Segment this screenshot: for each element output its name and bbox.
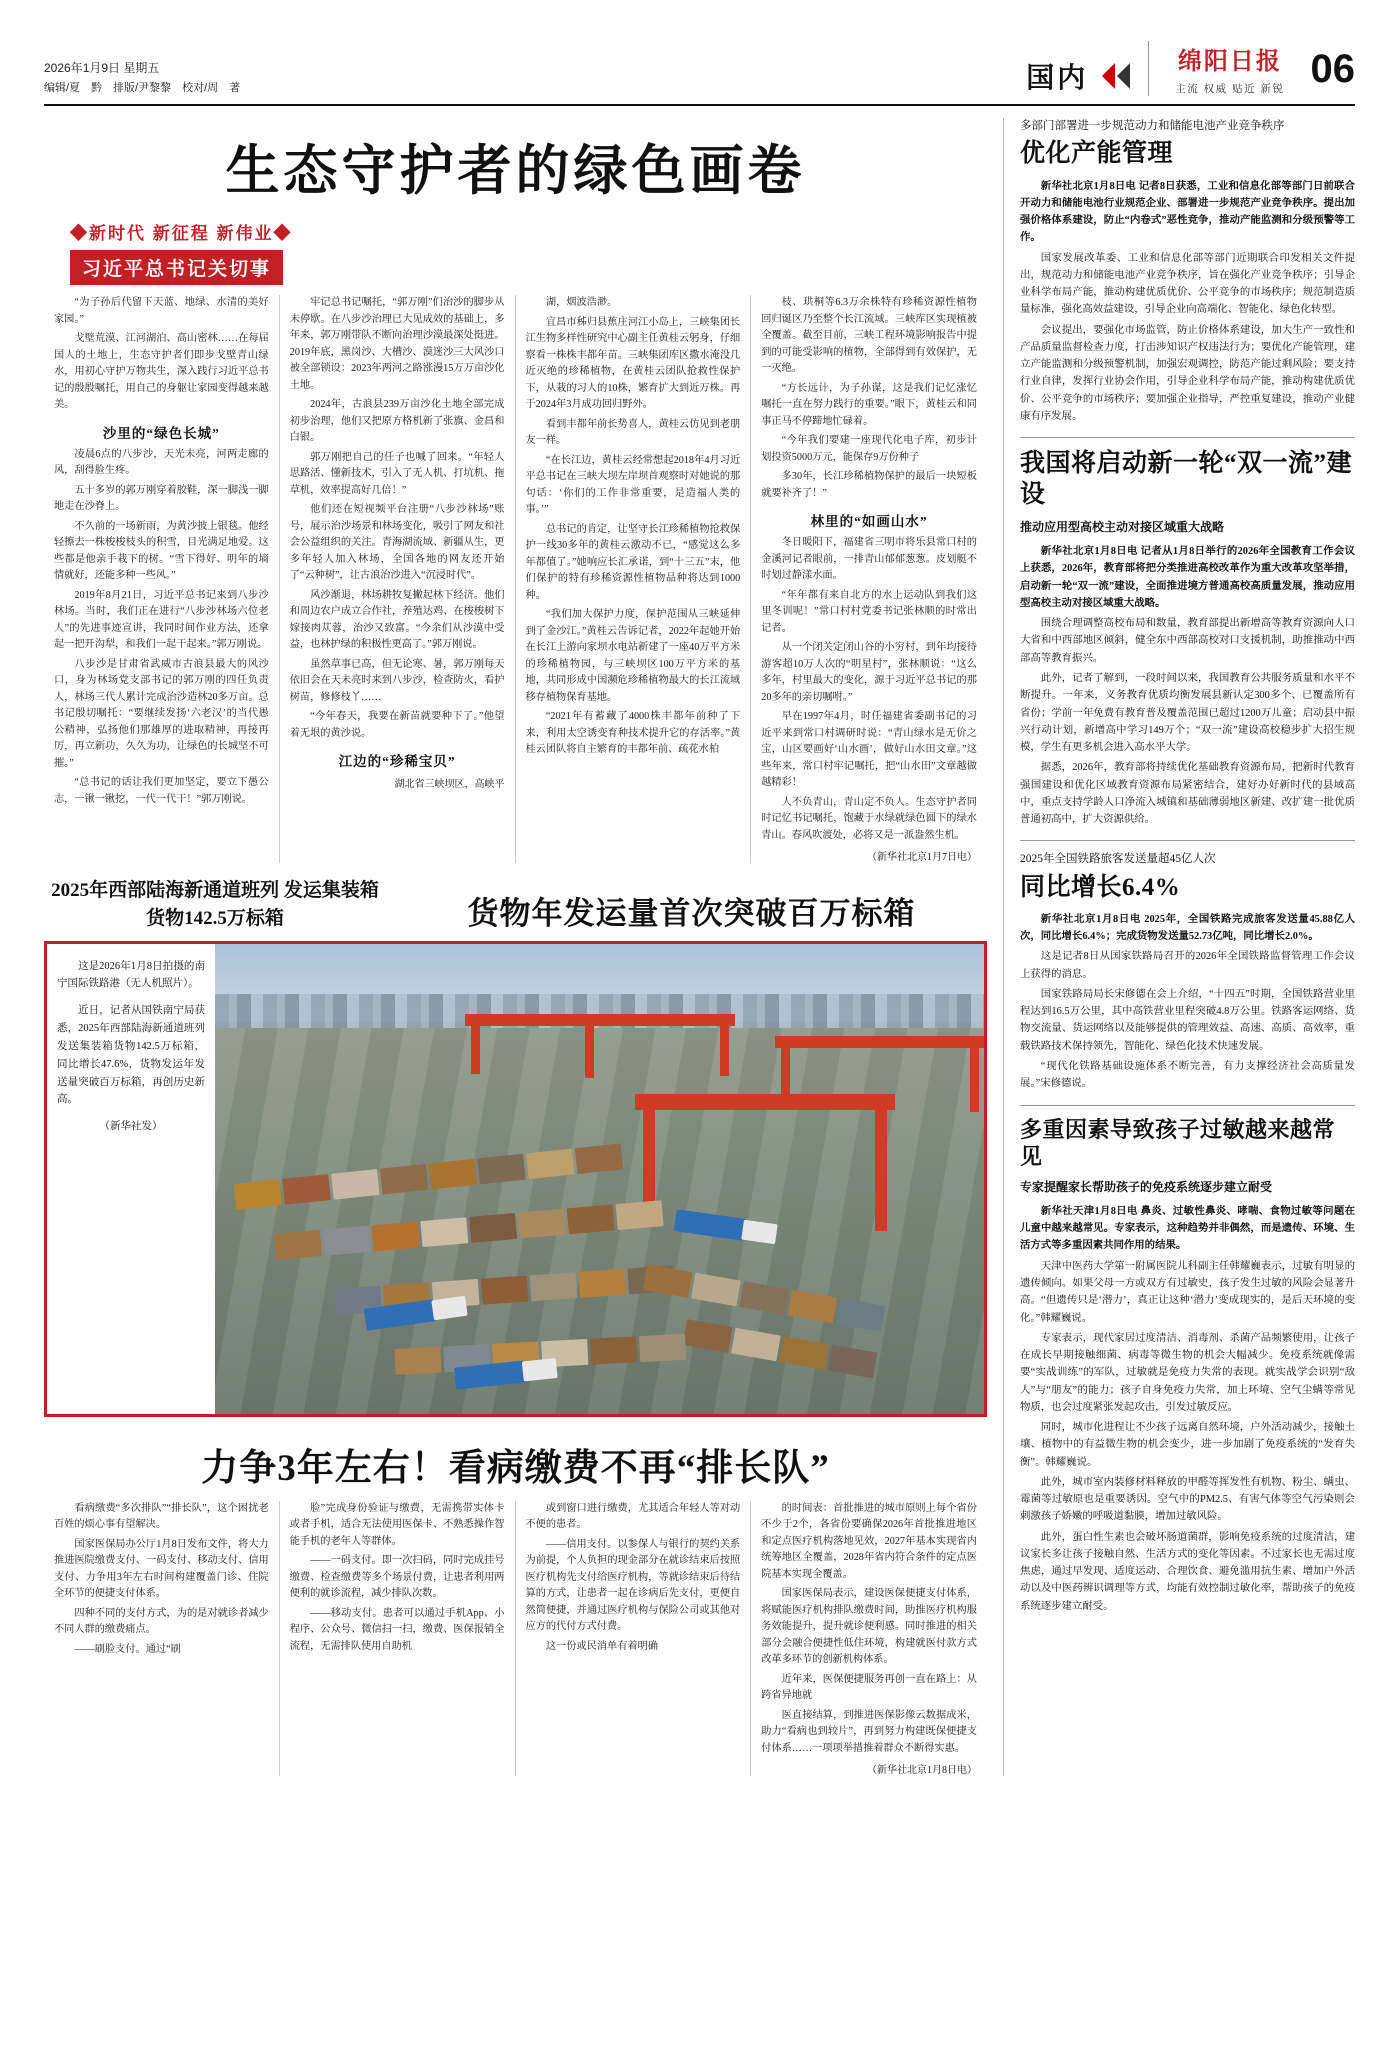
article-shoulder: 多部门部署进一步规范动力和储能电池产业竞争秩序 <box>1020 120 1285 132</box>
paragraph: 2019年8月21日，习近平总书记来到八步沙林场。当时，我们正在进行“八步沙林场六位老人”的先进事迹宣讲，我同时间作业方法，还拿起一把开沟犁，和我们一起干起来。”郭万刚说。 <box>54 589 269 651</box>
paragraph: “年年都有来自北方的水上运动队到我们这里冬训呢！”常口村村党委书记张林顺的时常出记者。 <box>761 589 977 634</box>
paragraph: 从一个闭关定闭山谷的小穷村，到年均接待游客超10万人次的“明星村”，张林顺说：“这么多年，村里最大的变化，源于习近平总书记的那20多年的亲切嘱咐。” <box>761 642 977 703</box>
paragraph: 新华社天津1月8日电 鼻炎、过敏性鼻炎、哮喘、食物过敏等问题在儿童中越来越常见。专家表示，这种趋势并非偶然，而是遗传、环境、生活方式等多重因素共同作用的结果。 <box>1020 1205 1355 1252</box>
page-number: 06 <box>1310 46 1355 91</box>
paragraph: 国家医保局办公厅1月8日发布文件，将大力推进医院缴费支付、一码支付、移动支付、信用支付、力争用3年左右时间构建覆盖门诊、住院全环节的便捷支付体系。 <box>54 1538 269 1600</box>
subhead: 林里的“如画山水” <box>810 514 928 530</box>
paragraph: 国家铁路局局长宋修德在会上介绍，“十四五”时期，全国铁路营业里程达到16.5万公里，其中高铁营业里程突破4.8万公里。铁路客运网络、货物交流量、货运网络以及能够提供的管理效益、高速、高质、高效率，重载铁路技术保持领先，智能化、绿色化技术快速发展。 <box>1020 988 1355 1052</box>
paragraph: 这是记者8日从国家铁路局召开的2026年全国铁路监督管理工作会议上获得的消息。 <box>1020 951 1355 980</box>
paragraph: 人不负青山，青山定不负人。生态守护者同时记忆书记嘱托，饱藏于水绿就绿色圆下的绿水青山。春风吹渡处，必将又是一派盎然生机。 <box>761 796 977 841</box>
paragraph: 五十多岁的郭万刚穿着胶鞋，深一脚浅一脚地走在沙脊上。 <box>54 484 269 513</box>
section-divider <box>1020 1105 1355 1106</box>
caption-paragraph: 近日，记者从国铁南宁局获悉，2025年西部陆海新通道班列发送集装箱货物142.5万标箱，同比增长47.6%，货物发运年发送量突破百万标箱，再创历史新高。 <box>57 1005 205 1106</box>
sidebar-article-2 <box>1020 448 1355 828</box>
paragraph: 风沙渐退，林场耕牧复撇起林下经济。他们和周边农户成立合作社，养殖达鸡、在梭梭树下嫁接肉苁蓉，治沙又致富。“今余们从沙漠中受益，也林护绿的积极性更高了。”郭万刚说。 <box>289 589 505 651</box>
chevron-left-icon <box>1102 63 1130 89</box>
bottom-column-3 <box>516 1501 752 1777</box>
paragraph: 新华社北京1月8日电 记者从1月8日举行的2026年全国教育工作会议上获悉，2026年，教育部将把分类推进高校改革作为重大改革攻坚举措，启动新一轮“双一流”建设，全面推进境方普通高校高质量发展，推动应用型高校主动对接区域重大战略。 <box>1020 546 1355 609</box>
paragraph: “在长江边，黄桂云经常想起2018年4月习近平总书记在三峡大坝左岸坝首观察时对她说的那句话：‘你们的工作非常重要，是造福人类的事。’” <box>525 454 741 516</box>
paragraph: ——一码支付。即一次扫码，同时完成挂号缴费、检查缴费等多个场景付费，让患者利用两便利的就诊流程，减少排队次数。 <box>289 1555 505 1600</box>
paragraph: “今年春天，我要在新苗就要种下了。”他望着无垠的黄沙说。 <box>289 711 505 739</box>
paragraph: 此外，记者了解到，一段时间以来，我国教育公共服务质量和水平不断提升。一年来，义务教育优质均衡发展县新认定300多个、已覆盖所有省份；学前一年免费有教育普及覆盖范围已超过1200万儿童；启动县中振兴行动计划，新增高中学习149万个；“双一流”建设高校稳步扩大招生规模，学生有更多机会进入高水平大学。 <box>1020 672 1355 754</box>
paragraph: 国家医保局表示，建设医保便捷支付体系，将赋能医疗机构排队缴费时间，助推医疗机构服务效能提升，提升就诊便利感。同时推进的相关部分会融合便捷性低住环境，构建就医付款方式改革多环节的创新机构体系。 <box>761 1588 977 1666</box>
news-agency-credit: （新华社北京1月8日电） <box>867 1765 977 1777</box>
rail-port-photo <box>215 944 984 1414</box>
caption-source: （新华社发） <box>99 1121 163 1133</box>
feature-column-4 <box>751 295 987 863</box>
feature-series-badge: 习近平总书记关切事 <box>70 250 283 285</box>
feature-kicker-row <box>44 219 987 285</box>
article-headline: 多重因素导致孩子过敏越来越常见 <box>1020 1116 1336 1170</box>
paragraph: 多30年，长江珍稀植物保护的最后一块短板就要补齐了！” <box>761 471 977 499</box>
paragraph: 郭万刚把自己的任子也喊了回来。“年轻人思路活、懂新技术，引入了无人机、打坑机、拖草机，效率提高好几倍！” <box>289 451 505 496</box>
section-divider <box>1020 840 1355 841</box>
paragraph: 枝、珙桐等6.3万余株特有珍稀资源性植物回归诞区乃至整个长江流域。三峡库区实现植被全覆盖。截至目前，三峡工程环境影响报告中提到的可能受影响的植物，全部得到有效保护，无一灭绝。 <box>761 297 977 375</box>
article-body <box>1020 911 1355 1093</box>
gantry-crane-icon <box>465 1014 735 1026</box>
sidebar-article-3 <box>1020 851 1355 1092</box>
paragraph: 或到窗口进行缴费，尤其适合年轻人等对动不便的患者。 <box>525 1502 741 1531</box>
container-row <box>234 1129 754 1209</box>
photo-main-headline: 货物年发运量首次突破百万标箱 <box>467 895 916 931</box>
paragraph: “现代化铁路基础设施体系不断完善，有力支撑经济社会高质量发展。”宋修德说。 <box>1020 1060 1355 1090</box>
paragraph: ——信用支付。以参保人与银行的契约关系为前提，个人负担的现金部分在就诊结束后按照医疗机构先支付给医疗机构，等就诊结束后待结算的方式，让患者一起在诊病后先支付，更便自然简便捷，并通过医疗机构与保险公司或其他对应方的代付方式付费。 <box>525 1538 741 1633</box>
photo-frame <box>44 941 987 1417</box>
photo-caption <box>47 944 215 1414</box>
paragraph: 近年来，医保便捷服务再创一直在路上：从跨省异地就 <box>761 1673 977 1702</box>
feature-column-3 <box>516 295 752 863</box>
article-subheadline: 推动应用型高校主动对接区域重大战略 <box>1020 519 1225 534</box>
paragraph: “总书记的话让我们更加坚定，要立下愚公志，一锹一锹挖，一代一代干！”郭万刚说。 <box>54 777 269 805</box>
paragraph: “今年我们要建一座现代化电子库，初步计划投资5000万元，能保存9万份种子 <box>761 435 977 463</box>
article-body <box>1020 543 1355 828</box>
masthead-publication-info <box>44 59 240 97</box>
paragraph: 他们还在短视频平台注册“八步沙林场”账号，展示治沙场景和林场变化，吸引了网友和社会公益组织的关注。青海湖流域、新疆从生，更多年轻人加入林场，全国各地的网友还开始了“云种树”，让古浪治沙进入“沉浸时代”。 <box>289 504 505 582</box>
section-name: 国内 <box>1026 62 1089 93</box>
paragraph: 八步沙是甘肃省武威市古浪县最大的风沙口，身为林场党支部书记的郭万刚的四任负责人，林场三代人累计完成治沙造林20多万亩。总书记殷切嘱托：“要继续发扬‘六老汉’的当代愚公精神，弘扬他们那雄厚的进取精神，再接再厉，再立新功，久久为功，让绿色的长城坚不可摧。” <box>54 658 269 769</box>
paragraph: 新华社北京1月8日电 2025年，全国铁路完成旅客发送量45.88亿人次，同比增长6.4%；完成货物发送量52.73亿吨，同比增长2.0%。 <box>1020 913 1355 943</box>
paragraph: “2021年有蓄藏了4000株丰都年前种了下来，利用太空诱变育种技术提升它的存活率。”黄桂云团队将自主繁育的丰都年前、疏花水柏 <box>525 711 741 756</box>
paragraph: 新华社北京1月8日电 记者8日获悉，工业和信息化部等部门日前联合开动力和储能电池行业规范企业、部署进一步规范产业竞争秩序。提出加强价格体系建设，防止“内卷式”恶性竞争，推动产能监测和分级预警等工作。 <box>1020 180 1355 244</box>
staff-credits: 编辑/夏 黔 排版/尹黎黎 校对/周 著 <box>44 81 241 94</box>
paragraph: 冬日暖阳下，福建省三明市将乐县常口村的金溪河记者眼前，一排青山郁郁葱葱。皮划艇不时划过静漾水面。 <box>761 537 977 582</box>
paper-name: 绵阳日报 <box>1177 49 1282 75</box>
section-divider <box>1020 437 1355 438</box>
masthead-divider <box>44 104 1355 106</box>
feature-kicker: ◆新时代 新征程 新伟业◆ <box>70 224 293 243</box>
paragraph: “我们加大保护力度，保护范围从三峡延伸到了金沙江。”黄桂云告诉记者，2022年起她开始在长江上游向家坝水电站新建了一座40万平方米的珍稀植物园，与三峡坝区100万平方米的基地，共同形成中国濒危珍稀植物最大的长江流域移存植物保育基地。 <box>525 609 741 703</box>
paragraph: 据悉，2026年，教育部将持续优化基础教育资源布局，把新时代教育强国建设和优化区域教育资源布局紧密结合，建好办好新时代的县域高中，重点支持学龄人口净流入城镇和基础薄弱地区新建、改扩建一批优质普通初高中，扩大资源供给。 <box>1020 762 1355 826</box>
paragraph: 医直接结算，到推进医保影像云数据成米，助力“看病也到较片”，再到努力构建既保便捷支付体系……一项项举措推着群众不断得实惠。 <box>761 1709 977 1754</box>
feature-headline: 生态守护者的绿色画卷 <box>225 141 806 201</box>
article-subheadline: 专家提醒家长帮助孩子的免疫系统逐步建立耐受 <box>1020 1179 1273 1194</box>
paragraph: 的时间表：首批推进的城市原则上每个省份不少于2个，各省份要确保2026年首批推进地区和定点医疗机构落地见效，2027年基本实现省内统筹地区全覆盖，2028年省内符合条件的定点医院基本实现全覆盖。 <box>761 1502 977 1580</box>
bottom-article-headline: 力争3年左右！看病缴费不再“排长队” <box>201 1447 830 1489</box>
paragraph: 早在1997年4月，时任福建省委副书记的习近平来到常口村调研时说：“青山绿水是无价之宝，山区要画好‘山水画’，做好山水田文章。”这些年来，常口村牢记嘱托，把“山水田”文章越做越精彩！ <box>761 711 977 789</box>
paragraph: “方长远计，为子孙谋，这是我们记忆涨忆嘱托一直在努力践行的重要。”眼下，黄桂云和同事正马不停蹄地忙碌着。 <box>761 382 977 427</box>
paragraph: 此外，城市室内装修材料释放的甲醛等挥发性有机物、粉尘、螨虫、霉菌等过敏原也是重要诱因。空气中的PM2.5、有害气体等空气污染则会刺激孩子娇嫩的呼吸道黏膜，增加过敏风险。 <box>1020 1476 1355 1523</box>
article-shoulder: 2025年全国铁路旅客发送量超45亿人次 <box>1020 853 1216 866</box>
paragraph: 这一份或民消单有着明确 <box>545 1640 658 1652</box>
sidebar-article-1 <box>1020 118 1355 425</box>
photo-package <box>44 877 987 1416</box>
feature-text-columns <box>44 295 987 863</box>
paper-slogan: 主流 权威 贴近 新锐 <box>1175 83 1285 95</box>
paragraph: 国家发展改革委、工业和信息化部等部门近期联合印发相关文件提出，规范动力和储能电池产业竞争秩序，旨在强化产业竞争秩序；引导企业科学布局产能，推动构建优质优价、公平竞争的市场秩序；规范制造质量标准，强化高效益建设，引导企业向高端化、智能化、绿色化转型。 <box>1020 252 1355 316</box>
section-header <box>240 56 1148 96</box>
article-headline: 同比增长6.4% <box>1020 873 1181 901</box>
subhead: 江边的“珍稀宝贝” <box>338 754 456 770</box>
bottom-article-columns <box>44 1501 987 1777</box>
photo-headlines <box>44 877 987 940</box>
paragraph: 同时，城市化进程让不少孩子远离自然环境，户外活动减少，接触土壤、植物中的有益微生物的机会变少，进一步加剧了免疫系统的“发育失衡”。韩耀巍说。 <box>1020 1422 1355 1468</box>
masthead <box>44 0 1355 96</box>
feature-column-2 <box>280 295 516 863</box>
paragraph: 围绕合理调整高校布局和数量，教育部提出新增高等教育资源向人口大省和中西部地区倾斜，健全东中西部高校对口支援机制，助推推动中西部高等教育振兴。 <box>1020 618 1355 664</box>
sidebar-column <box>1004 118 1355 1776</box>
photo-subheadline: 2025年西部陆海新通道班列 发运集装箱货物142.5万标箱 <box>51 880 379 930</box>
paragraph: 此外，蛋白性生素也会破坏肠道菌群，影响免疫系统的过度清洁，建议家长多让孩子接触自然、生活方式的变化等因素。不过家长也无需过度焦虑，通过早发现、适度运动、合理饮食、避免滥用抗生素、增加户外活动以及中医药辨识调理等方式，均能有效控制过敏化率，帮助孩子的免疫系统逐步建立耐受。 <box>1020 1531 1355 1612</box>
feature-column-1 <box>44 295 280 863</box>
subhead: 沙里的“绿色长城” <box>102 425 220 441</box>
article-body <box>1020 178 1355 426</box>
paragraph: 会议提出，要强化市场监管，防止价格体系建设，加大生产一致性和产品质量监督检查力度，打击涉知识产权违法行为；要优化产能管理，建立产能监测和分级预警机制，加强宏观调控，防范产能过剩风险；要支持行业自律，发挥行业协会作用，引导企业科学布局产能，推动构建优质优价、公平竞争的市场秩序；要加强企业指导，严控重复建设，推动产业健康有序发展。 <box>1020 324 1355 422</box>
paragraph: 2024年，古浪县239万亩沙化土地全部完成初步治理，他们又把原方格机新了张旗、金昌和白银。 <box>289 399 505 444</box>
gantry-crane-icon <box>775 1036 984 1048</box>
news-agency-credit: （新华社北京1月7日电） <box>867 852 977 864</box>
paragraph: “为子孙后代留下天蓝、地绿、水清的美好家园。” <box>54 297 269 325</box>
sidebar-article-4 <box>1020 1116 1355 1616</box>
caption-paragraph: 这是2026年1月8日拍摄的南宁国际铁路港（无人机照片）。 <box>57 960 205 990</box>
paragraph: ——刷脸支付。通过“刷 <box>74 1643 181 1655</box>
photo-credit: 湖北省三峡坝区，高峡平 <box>394 779 505 791</box>
bottom-column-2 <box>280 1501 516 1777</box>
paragraph: 看病缴费“多次排队”“排长队”，这个困扰老百姓的烦心事有望解决。 <box>54 1502 269 1531</box>
paragraph: 凌晨6点的八步沙，天光未亮，河两走廊的风，刮得脸生疼。 <box>54 448 269 477</box>
paragraph: 专家表示，现代家居过度清洁、消毒剂、杀菌产品频繁使用，让孩子在成长早期接触细菌、病毒等微生物的机会大幅减少。免疫系统就像需要“实战训练”的军队，过敏就是免疫力失常的表现。就实战学会识别“敌人”与“朋友”的能力；孩子自身免疫力失常，加上环境、空气尘螨等常见物质，也会过度紧张发起攻击，引发过敏反应。 <box>1020 1332 1355 1413</box>
paragraph: 不久前的一场新雨，为黄沙披上银毯。他经轻擦去一株梭梭枝头的积雪，目光满足地爱。这些都是他亲手栽下的树。“雪下得好、明年的墒情就好，还能多种一些风。” <box>54 520 269 582</box>
paragraph: 看到丰都年前长势喜人，黄桂云仿见到老朋友一样。 <box>525 418 741 447</box>
paragraph: 总书记的肯定，让坚守长江珍稀植物抢救保护一线30多年的黄桂云激动不已，“感觉这么多年都值了。”她响应长汇承诺，到“十三五”末，他们保护的特有珍稀资源性植物品种将达到1000种。 <box>525 523 741 601</box>
paper-brand <box>1175 41 1284 96</box>
paragraph: 牢记总书记嘱托，“郭万刚”们治沙的脚步从未停歇。在八步沙治理已大见成效的基础上，多年来，郭万刚带队不断向治理沙漠最深处挺进。2019年底，黑岗沙、大槽沙、漠迷沙三大风沙口被全部锁设：2023年两河之路涨漫15万万亩沙化土地。 <box>289 297 505 391</box>
paragraph: 脸”完成身份验证与缴费，无需携带实体卡或者手机，适合无法使用医保卡、不熟悉操作智能手机的老年人等群体。 <box>289 1502 505 1547</box>
paragraph: 戈壁荒漠、江河湖泊、高山密林……在每届国人的土地上，生态守护者们即步戈壁青山绿水，用初心守护万物共生，深入践行习近平总书记的殷殷嘱托，用自己的身躯让家园变得越来越美。 <box>54 333 269 411</box>
article-headline: 我国将启动新一轮“双一流”建设 <box>1020 450 1353 509</box>
paragraph: 虽然草事已高，但无论寒、暑，郭万刚每天依旧会在天未亮时来到八步沙，检查防火，看护树苗，修修枝丫…… <box>289 658 505 703</box>
paragraph: 天津中医药大学第一附属医院儿科副主任韩耀巍表示，过敏有明显的遗传倾向。如果父母一方或双方有过敏史，孩子发生过敏的风险会显著升高。“但遗传只是‘潜力’，真正让这种‘潜力’变成现实的，是后天环境的变化。”韩耀巍说。 <box>1020 1260 1355 1324</box>
paragraph: 四种不同的支付方式，为的是对就诊者减少不同人群的缴费痛点。 <box>54 1607 269 1636</box>
bottom-column-4 <box>751 1501 987 1777</box>
article-body <box>1020 1203 1355 1615</box>
bottom-column-1 <box>44 1501 280 1777</box>
page-body <box>44 118 1355 1776</box>
paragraph: ——移动支付。患者可以通过手机App、小程序、公众号、微信扫一扫，缴费、医保报销全流程，无需排队使用自助机 <box>289 1607 505 1652</box>
article-headline: 优化产能管理 <box>1020 140 1174 168</box>
container-rows <box>215 1064 984 1404</box>
paragraph: 湖，烟波浩渺。 <box>545 297 618 308</box>
paper-identity <box>1148 41 1355 96</box>
main-content-column <box>44 118 1004 1776</box>
publication-date: 2026年1月9日 星期五 <box>44 60 160 75</box>
paragraph: 宜昌市秭归县蕉庄河江小岛上，三峡集团长江生物多样性研究中心副主任黄桂云躬身，仔细察看一株株丰都年苗。三峡集团库区撒水淹没几近灭绝的珍稀植物，在黄桂云团队抢救性保护下，从栽的习人的10株，繁育扩大到近万株。再于2024年3月成功回归野外。 <box>525 316 741 411</box>
